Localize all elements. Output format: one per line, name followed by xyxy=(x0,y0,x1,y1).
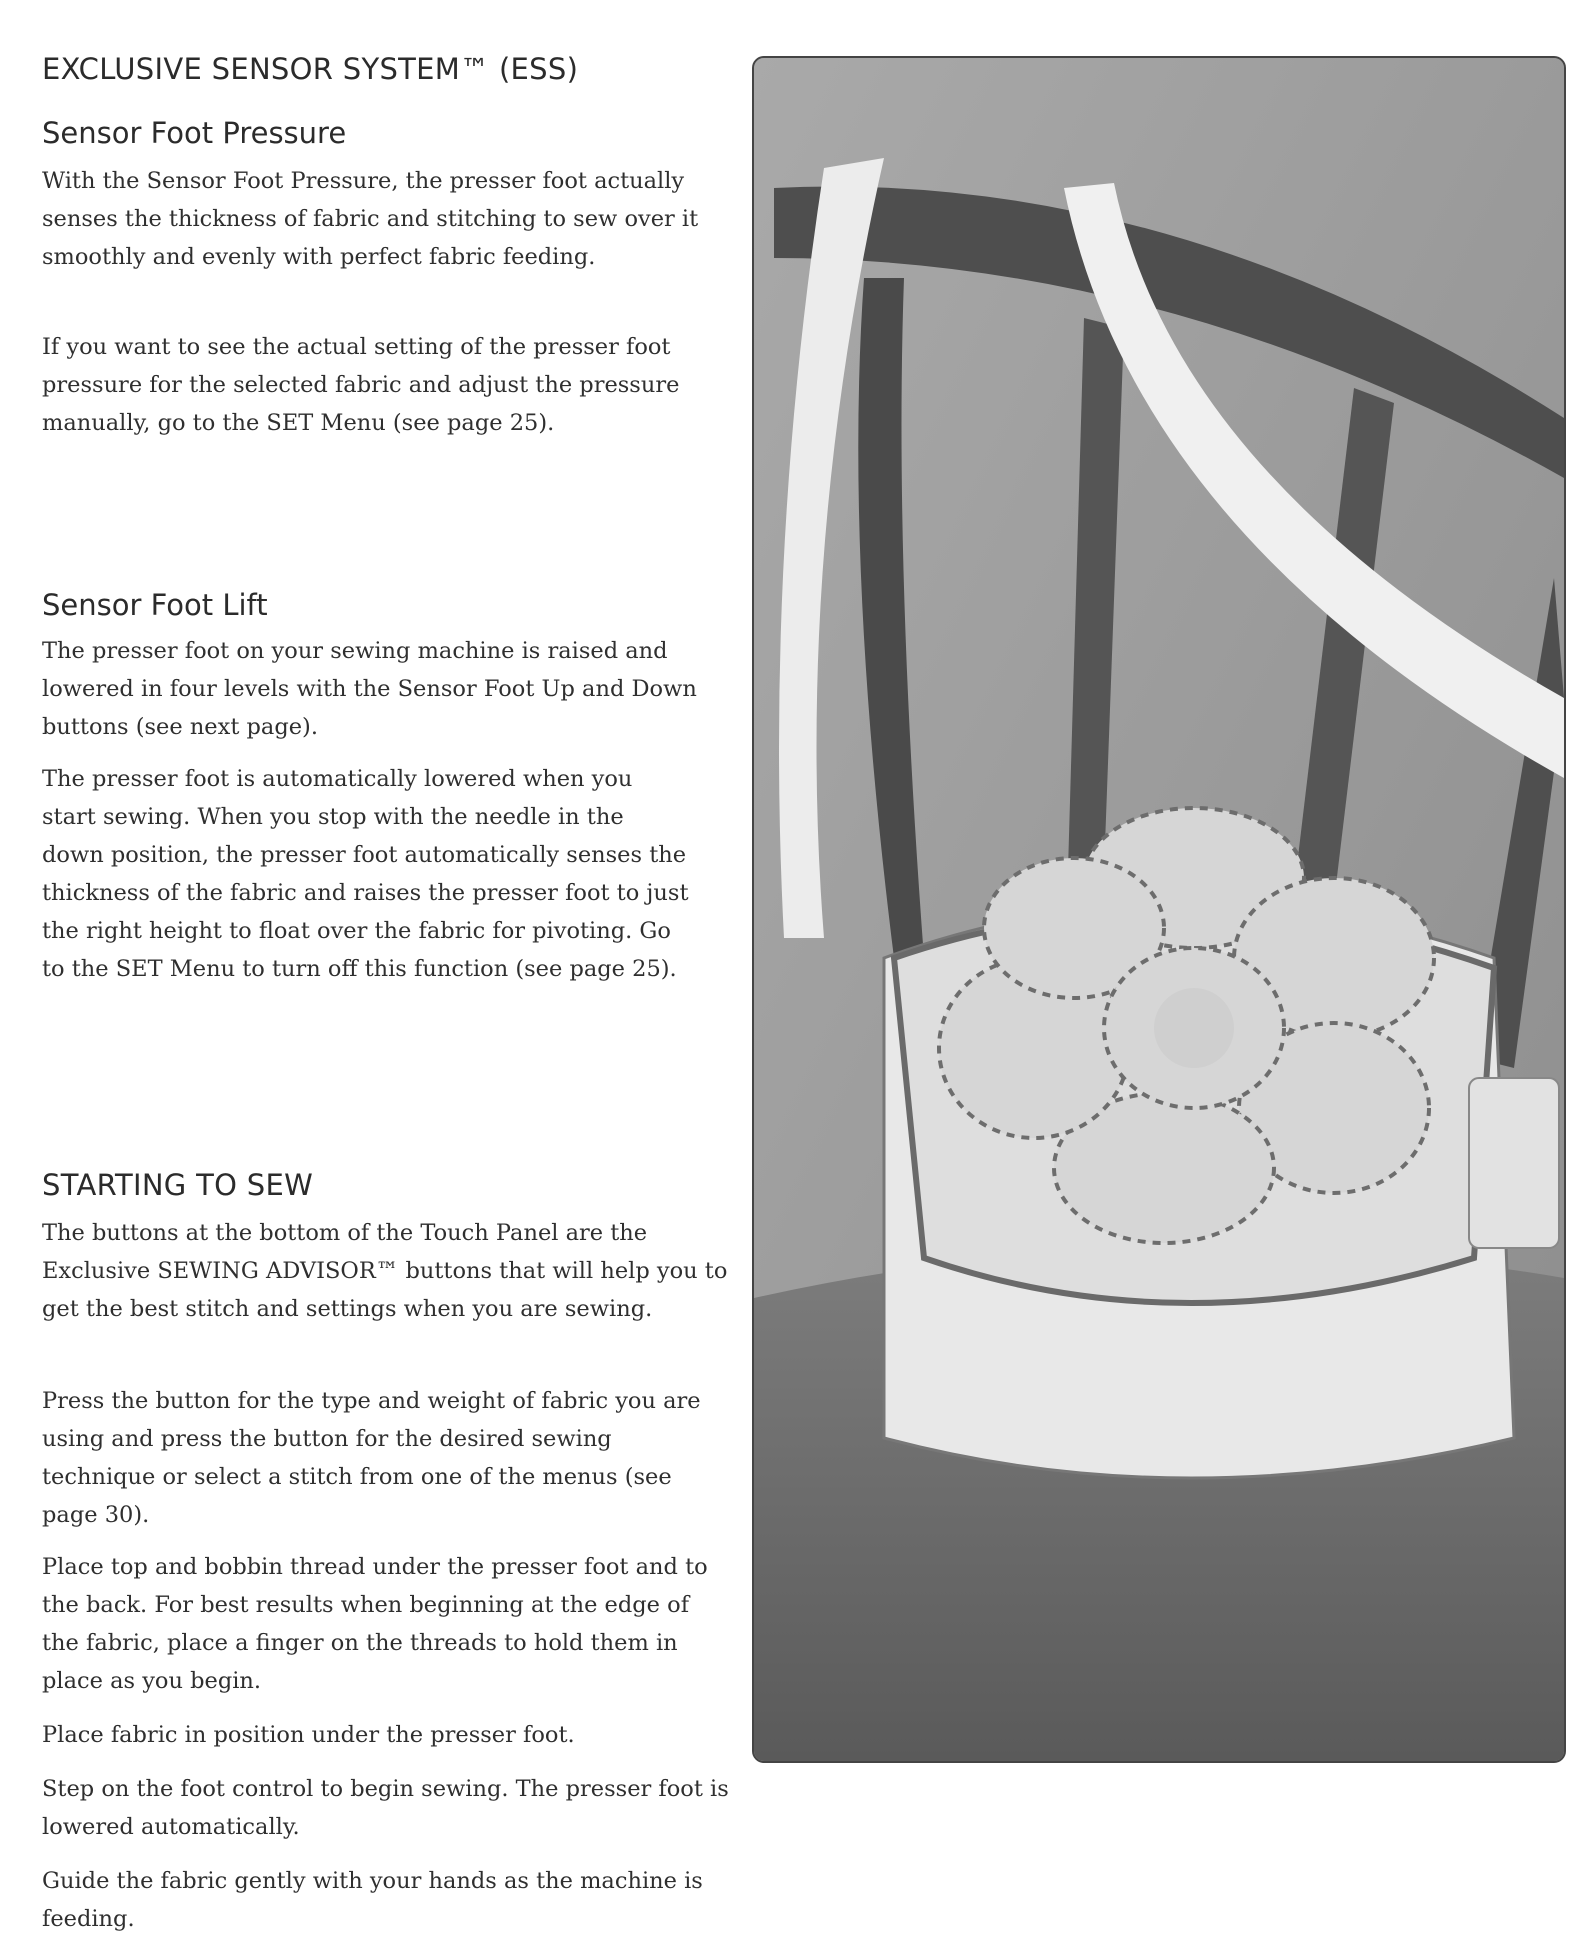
starting-paragraph-1: The buttons at the bottom of the Touch Panel are the Exclusive SEWING ADVISOR™ buttons that will help you to get the best stitch and settings when you are sewing. xyxy=(42,1220,728,1322)
photo-illustration xyxy=(754,58,1564,1761)
bag-on-chair-photo xyxy=(752,56,1566,1763)
sensor-foot-pressure-paragraph-1: With the Sensor Foot Pressure, the presser foot actually senses the thickness of fabric and stitching to sew over it smoothly and evenly with perfect fabric feeding. xyxy=(42,168,699,270)
starting-paragraph-2: Press the button for the type and weight of fabric you are using and press the button for the desired sewing technique or select a stitch from one of the menus (see page 30). xyxy=(42,1388,701,1528)
starting-paragraph-3: Place top and bobbin thread under the presser foot and to the back. For best results when beginning at the edge of the fabric, place a finger on the threads to hold them in place as you begin. xyxy=(42,1554,708,1694)
sensor-foot-lift-paragraph-2: The presser foot is automatically lowered when you start sewing. When you stop with the needle in the down position, the presser foot automatically senses the thickness of the fabric and raises the presser foot to just the right height to float over the fabric for pivoting. Go to the SET Menu to turn off this function (see page 25). xyxy=(42,766,689,982)
sensor-foot-lift-paragraph-1: The presser foot on your sewing machine is raised and lowered in four levels with the Sensor Foot Up and Down buttons (see next page). xyxy=(42,638,697,740)
ess-heading: EXCLUSIVE SENSOR SYSTEM™ (ESS) xyxy=(42,52,579,86)
starting-paragraph-6: Guide the fabric gently with your hands as the machine is feeding. xyxy=(42,1868,703,1932)
sensor-foot-pressure-paragraph-2: If you want to see the actual setting of the presser foot pressure for the selected fabric and adjust the pressure manually, go to the SET Menu (see page 25). xyxy=(42,334,680,436)
starting-to-sew-heading: STARTING TO SEW xyxy=(42,1168,314,1202)
starting-paragraph-5: Step on the foot control to begin sewing. The presser foot is lowered automatically. xyxy=(42,1776,729,1840)
sensor-foot-pressure-title: Sensor Foot Pressure xyxy=(42,116,347,150)
starting-paragraph-4: Place fabric in position under the presser foot. xyxy=(42,1722,575,1748)
sensor-foot-lift-title: Sensor Foot Lift xyxy=(42,588,268,622)
